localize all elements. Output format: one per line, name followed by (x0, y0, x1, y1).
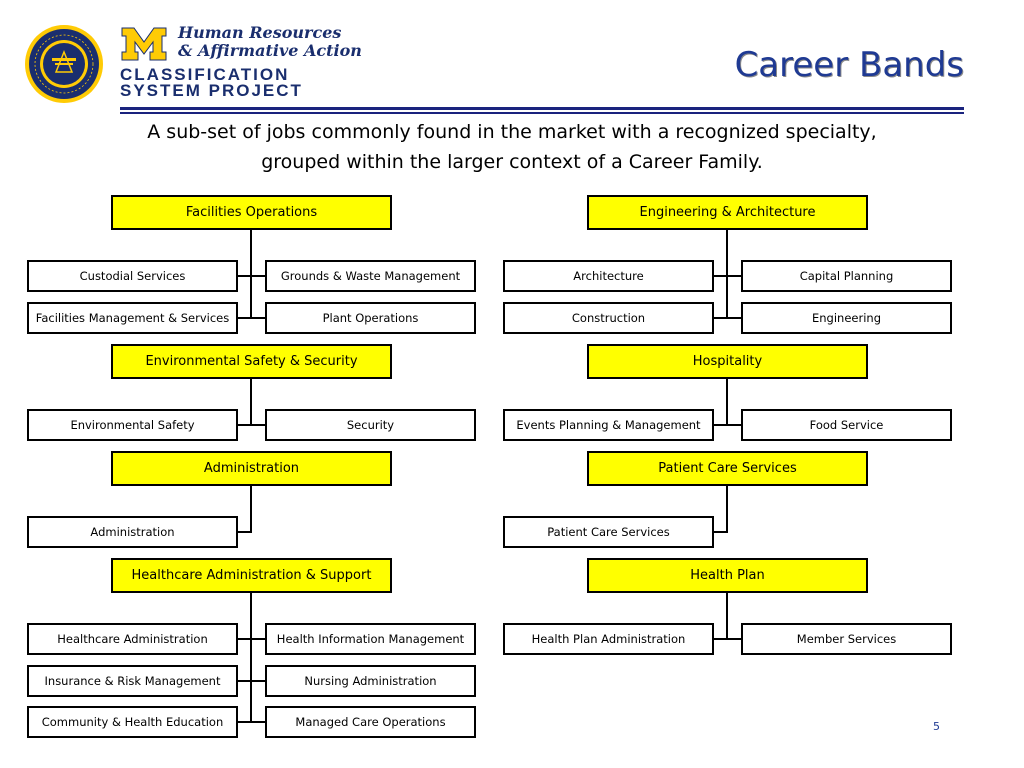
page-number: 5 (933, 720, 940, 733)
family-engineering-architecture: Engineering & Architecture (587, 195, 868, 230)
project-name-line1: CLASSIFICATION (120, 65, 290, 84)
band-insurance-risk-management: Insurance & Risk Management (27, 665, 238, 697)
band-events-planning-management: Events Planning & Management (503, 409, 714, 441)
band-construction: Construction (503, 302, 714, 334)
subtitle-line2: grouped within the larger context of a Career Family. (261, 151, 763, 173)
family-hospitality: Hospitality (587, 344, 868, 379)
family-patient-care-services: Patient Care Services (587, 451, 868, 486)
subtitle-line1: A sub-set of jobs commonly found in the market with a recognized specialty, (147, 121, 877, 143)
band-patient-care-services: Patient Care Services (503, 516, 714, 548)
org-name-line1: Human Resources (178, 23, 342, 42)
band-member-services: Member Services (741, 623, 952, 655)
band-administration: Administration (27, 516, 238, 548)
band-security: Security (265, 409, 476, 441)
family-healthcare-administration-support: Healthcare Administration & Support (111, 558, 392, 593)
band-custodial-services: Custodial Services (27, 260, 238, 292)
band-facilities-management-services: Facilities Management & Services (27, 302, 238, 334)
band-health-plan-administration: Health Plan Administration (503, 623, 714, 655)
family-environmental-safety-security: Environmental Safety & Security (111, 344, 392, 379)
band-nursing-administration: Nursing Administration (265, 665, 476, 697)
band-food-service: Food Service (741, 409, 952, 441)
band-architecture: Architecture (503, 260, 714, 292)
band-environmental-safety: Environmental Safety (27, 409, 238, 441)
band-grounds-waste-management: Grounds & Waste Management (265, 260, 476, 292)
band-managed-care-operations: Managed Care Operations (265, 706, 476, 738)
family-administration: Administration (111, 451, 392, 486)
band-health-information-management: Health Information Management (265, 623, 476, 655)
project-name-line2: SYSTEM PROJECT (120, 81, 303, 100)
org-name-line2: & Affirmative Action (178, 41, 362, 60)
band-engineering: Engineering (741, 302, 952, 334)
band-healthcare-administration: Healthcare Administration (27, 623, 238, 655)
family-health-plan: Health Plan (587, 558, 868, 593)
band-plant-operations: Plant Operations (265, 302, 476, 334)
family-facilities-operations: Facilities Operations (111, 195, 392, 230)
band-community-health-education: Community & Health Education (27, 706, 238, 738)
band-capital-planning: Capital Planning (741, 260, 952, 292)
page-title: Career Bands (734, 45, 964, 85)
